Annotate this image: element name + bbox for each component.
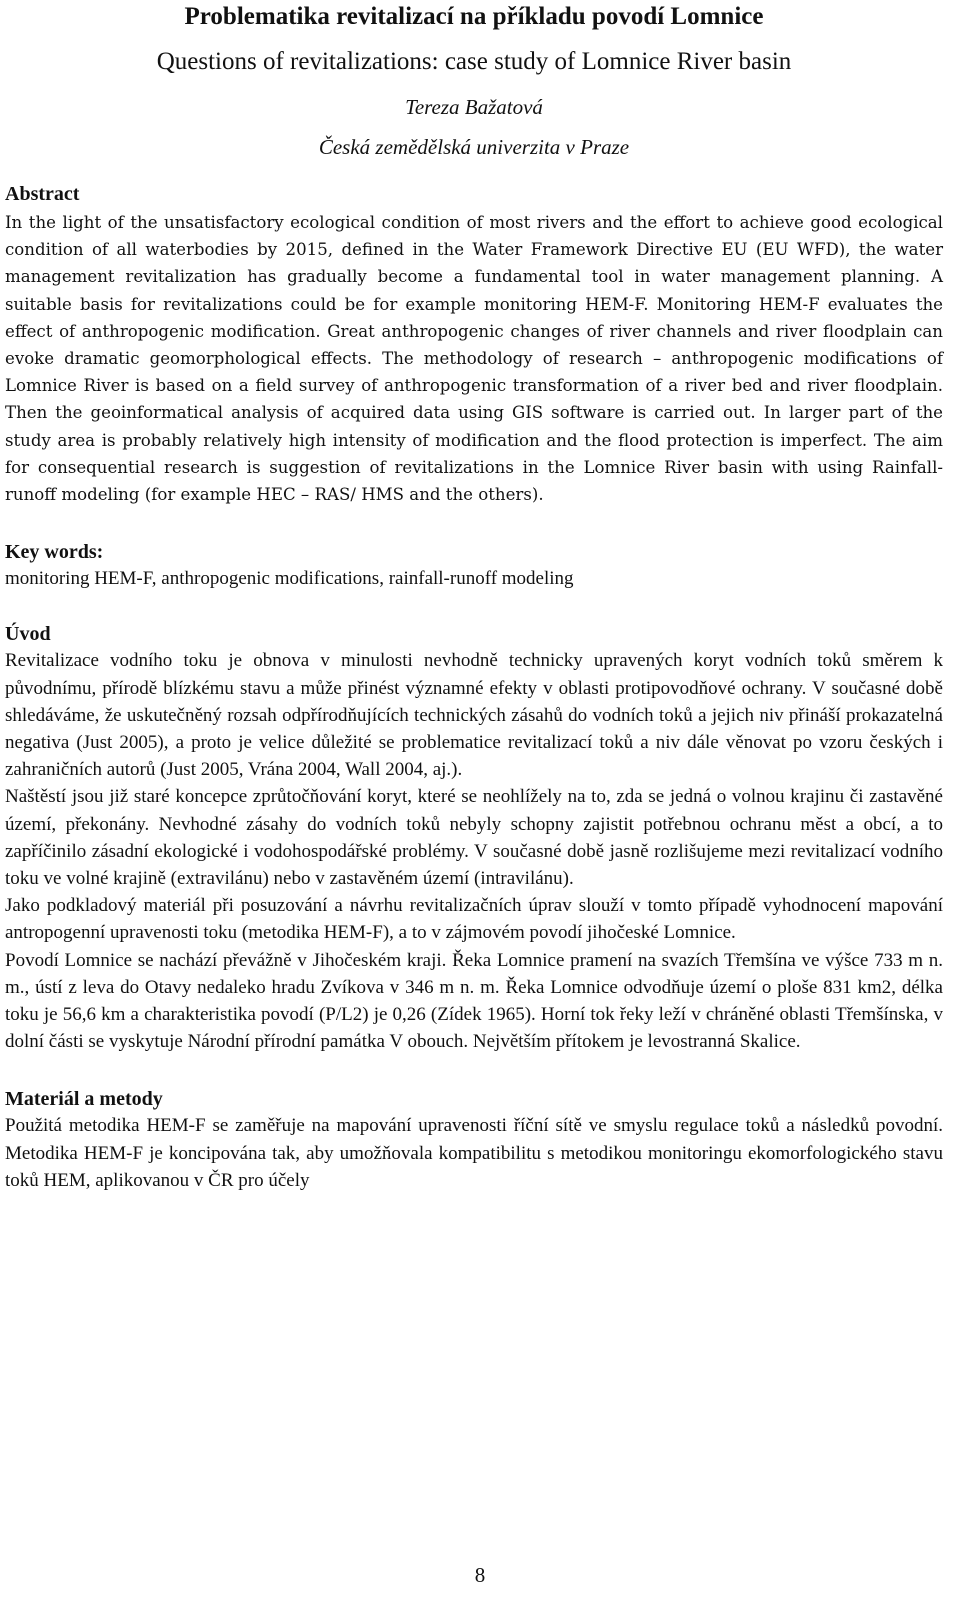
introduction-heading: Úvod [5, 623, 51, 646]
keywords-text: monitoring HEM-F, anthropogenic modifications, rainfall-runoff modeling [5, 568, 574, 590]
keywords-heading: Key words: [5, 541, 104, 564]
paper-subtitle: Questions of revitalizations: case study of Lomnice River basin [156, 48, 792, 75]
introduction-paragraph-4: Povodí Lomnice se nachází převážně v Jihočeském kraji. Řeka Lomnice pramení na svazích Třemšína ve výšce 733 m n. m., ústí z leva do Otavy nedaleko hradu Zvíkova v 346 m n. m. Řeka Lomnice odvodňuje území o ploše 831 km2, délka toku je 56,6 km a charakteristika povodí (P/L2) je 0,26 (Zídek 1965). Horní tok řeky leží v chráněné oblasti Třemšínska, v dolní části se vyskytuje Národní přírodní památka V obouch. Největším přítokem je levostranná Skalice. [5, 949, 943, 1053]
methods-paragraph: Použitá metodika HEM-F se zaměřuje na mapování upravenosti říční sítě ve smyslu regulace toků a následků povodní. Metodika HEM-F je koncipována tak, aby umožňovala kompatibilitu s metodikou monitoringu ekomorfologického stavu toků HEM, aplikovanou v ČR pro účely [5, 1115, 943, 1191]
abstract-heading: Abstract [5, 183, 80, 205]
author-affiliation: Česká zemědělská univerzita v Praze [318, 135, 630, 159]
introduction-paragraph-3: Jako podkladový materiál při posuzování a návrhu revitalizačních úprav slouží v tomto případě vyhodnocení mapování antropogenní upravenosti toku (metodika HEM-F), a to v zájmovém povodí jihočeské Lomnice. [5, 895, 943, 944]
methods-heading: Materiál a metody [5, 1088, 163, 1111]
abstract-text: In the light of the unsatisfactory ecological condition of most rivers and the effort to achieve good ecological condition of all waterbodies by 2015, defined in the Water Framework Directive EU (EU WFD), the water management revitalization has gradually become a fundamental tool in water management planning. A suitable basis for revitalizations could be for example monitoring HEM-F. Monitoring HEM-F evaluates the effect of anthropogenic modification. Great anthropogenic changes of river channels and river floodplain can evoke dramatic geomorphological effects. The methodology of research – anthropogenic modifications of Lomnice River is based on a field survey of anthropogenic transformation of a river bed and river floodplain. Then the geoinformatical analysis of acquired data using GIS software is carried out. In larger part of the study area is probably relatively high intensity of modification and the flood protection is imperfect. The aim for consequential research is suggestion of revitalizations in the Lomnice River basin with using Rainfall-runoff modeling (for example HEC – RAS/ HMS and the others). [5, 213, 943, 505]
introduction-paragraph-1: Revitalizace vodního toku je obnova v minulosti nevhodně technicky upravených koryt vodních toků směrem k původnímu, přírodě blízkému stavu a může přinést významné efekty v oblasti protipovodňové ochrany. V současné době shledáváme, že uskutečněný rozsah odpřírodňujících technických zásahů do vodních toků a jejich niv přináší prokazatelná negativa (Just 2005), a proto je velice důležité se problematice revitalizací toků a niv dále věnovat po vzoru českých i zahraničních autorů (Just 2005, Vrána 2004, Wall 2004, aj.). [5, 650, 943, 781]
introduction-paragraph-2: Naštěstí jsou již staré koncepce zprůtočňování koryt, které se neohlížely na to, zda se jedná o volnou krajinu či zastavěné území, překonány. Nevhodné zásahy do vodních toků nebyly schopny zajistit potřebnou ochranu měst a obcí, a to zapříčinilo zásadní ekologické i vodohospodářské problémy. V současné době jasně rozlišujeme mezi revitalizací vodního toku ve volné krajině (extravilánu) nebo v zastavěném území (intravilánu). [5, 786, 943, 890]
paper-title: Problematika revitalizací na příkladu povodí Lomnice [184, 3, 764, 30]
page-number: 8 [474, 1563, 486, 1587]
author-name: Tereza Bažatová [405, 95, 543, 119]
